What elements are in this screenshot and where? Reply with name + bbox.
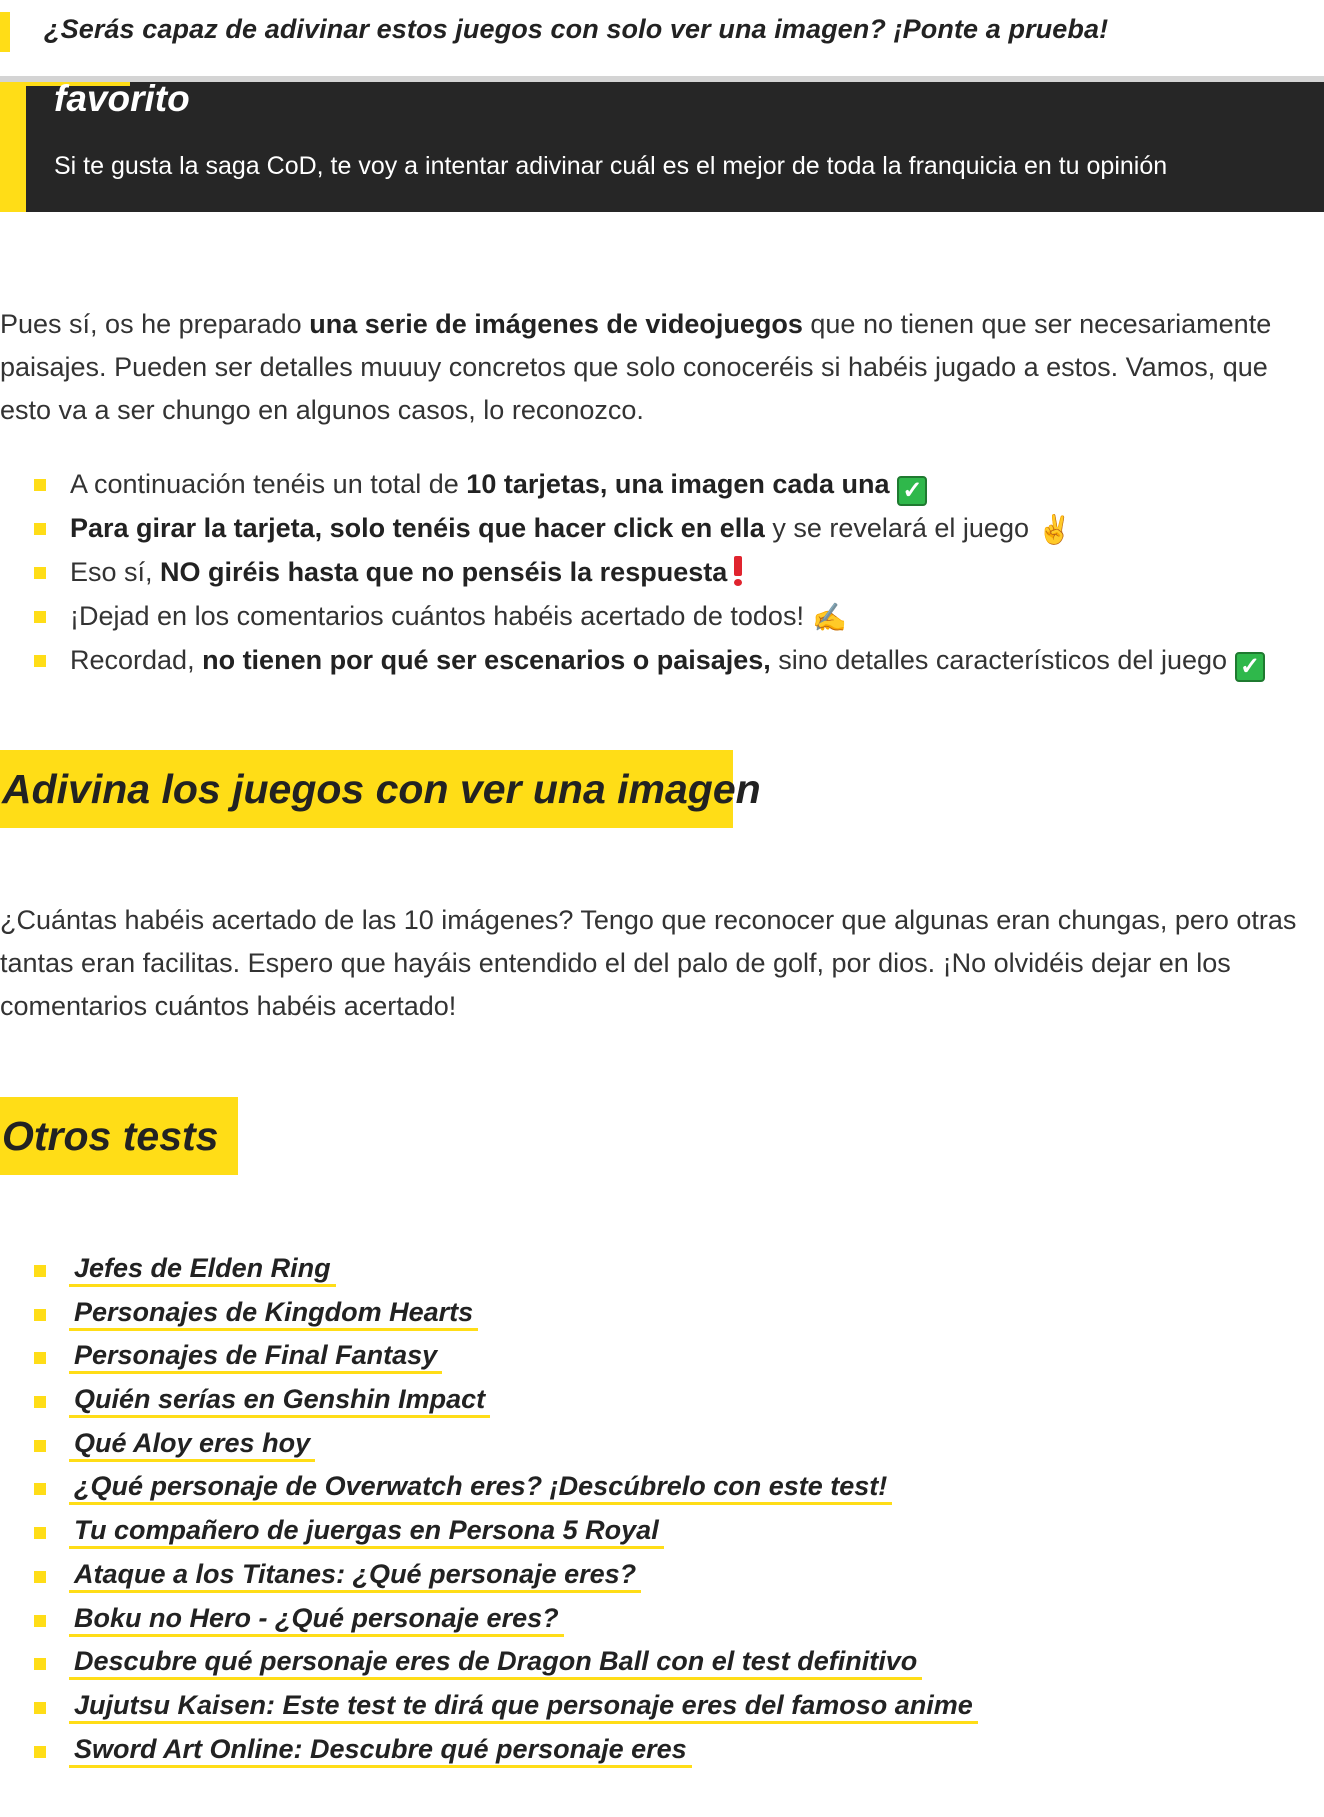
check-mark-icon: ✓ <box>897 476 927 506</box>
bullet-square <box>34 479 46 491</box>
list-item <box>0 1510 979 1554</box>
list-item <box>0 1292 979 1336</box>
test-link[interactable]: Personajes de Kingdom Hearts <box>69 1296 478 1331</box>
list-item <box>0 1729 979 1773</box>
list-item <box>0 1685 979 1729</box>
list-item: A continuación tenéis un total de 10 tarjetas, una imagen cada una ✓ <box>0 462 1265 506</box>
bullet-square <box>34 1396 46 1408</box>
bullet-square <box>34 1352 46 1364</box>
banner-accent-bar <box>0 82 26 212</box>
bullet-square <box>34 567 46 579</box>
intro-text-2: que no tienen que ser necesariamente paisajes. Pueden ser detalles muuuy concretos que solo conoceréis si habéis jugado a estos. Vamos, que esto va a ser chungo en algunos casos, lo reconozco. <box>0 309 1272 425</box>
bullet-square <box>34 611 46 623</box>
list-item <box>0 1335 979 1379</box>
related-post-banner[interactable] <box>0 82 1324 212</box>
instructions-list <box>0 462 1265 682</box>
intro-paragraph <box>0 303 1324 432</box>
bullet-square <box>34 1440 46 1452</box>
intro-text-1: Pues sí, os he preparado <box>0 309 310 339</box>
list-item <box>0 1641 979 1685</box>
test-link[interactable]: ¿Qué personaje de Overwatch eres? ¡Descúbrelo con este test! <box>69 1470 892 1505</box>
list-item: Eso sí, NO giréis hasta que no penséis la respuesta <box>0 550 1265 594</box>
list-item <box>0 1598 979 1642</box>
test-link[interactable]: Personajes de Final Fantasy <box>69 1339 442 1374</box>
list-item: Para girar la tarjeta, solo tenéis que hacer click en ella y se revelará el juego ✌ <box>0 506 1265 550</box>
bullet-square <box>34 1527 46 1539</box>
other-tests-list <box>0 1248 979 1772</box>
bullet-square <box>34 1702 46 1714</box>
section-heading-other-tests: Otros tests <box>0 1097 238 1175</box>
bullet-square <box>34 1615 46 1627</box>
results-paragraph: ¿Cuántas habéis acertado de las 10 imágenes? Tengo que reconocer que algunas eran chungas, pero otras tantas eran facilitas. Espero que hayáis entendido el del palo de golf, por dios. ¡No olvidéis dejar en los comentarios cuántos habéis acertado! <box>0 905 1297 1021</box>
test-link[interactable]: Qué Aloy eres hoy <box>69 1427 315 1462</box>
test-link[interactable]: Boku no Hero - ¿Qué personaje eres? <box>69 1602 564 1637</box>
sticky-header <box>0 0 1324 76</box>
banner-title[interactable]: favorito <box>54 78 190 119</box>
test-link[interactable]: Jujutsu Kaisen: Este test te dirá que personaje eres del famoso anime <box>69 1689 978 1724</box>
intro-bold: una serie de imágenes de videojuegos <box>309 309 803 339</box>
test-link[interactable]: Descubre qué personaje eres de Dragon Ball con el test definitivo <box>69 1645 922 1680</box>
bullet-square <box>34 1265 46 1277</box>
bullet-square <box>34 1658 46 1670</box>
bullet-square <box>34 655 46 667</box>
bullet-square <box>34 1309 46 1321</box>
crossed-fingers-icon: ✌ <box>1036 514 1072 545</box>
list-item <box>0 1466 979 1510</box>
check-mark-icon: ✓ <box>1235 652 1265 682</box>
list-item: ¡Dejad en los comentarios cuántos habéis acertado de todos! ✍ <box>0 594 1265 638</box>
header-accent <box>0 12 10 52</box>
sticky-article-title[interactable]: ¿Serás capaz de adivinar estos juegos con solo ver una imagen? ¡Ponte a prueba! <box>44 14 1109 44</box>
list-item <box>0 1248 979 1292</box>
test-link[interactable]: Tu compañero de juergas en Persona 5 Royal <box>69 1514 664 1549</box>
bullet-square <box>34 1483 46 1495</box>
test-link[interactable]: Quién serías en Genshin Impact <box>69 1383 490 1418</box>
test-link[interactable]: Jefes de Elden Ring <box>69 1252 336 1287</box>
writing-hand-icon: ✍ <box>811 602 847 633</box>
bullet-square <box>34 1746 46 1758</box>
list-item <box>0 1379 979 1423</box>
list-item: Recordad, no tienen por qué ser escenarios o paisajes, sino detalles característicos del juego ✓ <box>0 638 1265 682</box>
banner-subtitle: Si te gusta la saga CoD, te voy a intentar adivinar cuál es el mejor de toda la franquicia en tu opinión <box>54 152 1168 180</box>
list-item <box>0 1554 979 1598</box>
test-link[interactable]: Sword Art Online: Descubre qué personaje eres <box>69 1733 692 1768</box>
test-link[interactable]: Ataque a los Titanes: ¿Qué personaje eres? <box>69 1558 641 1593</box>
section-heading-guess-games: Adivina los juegos con ver una imagen <box>0 750 733 828</box>
exclamation-icon <box>733 556 742 586</box>
bullet-square <box>34 1571 46 1583</box>
list-item <box>0 1423 979 1467</box>
bullet-square <box>34 523 46 535</box>
